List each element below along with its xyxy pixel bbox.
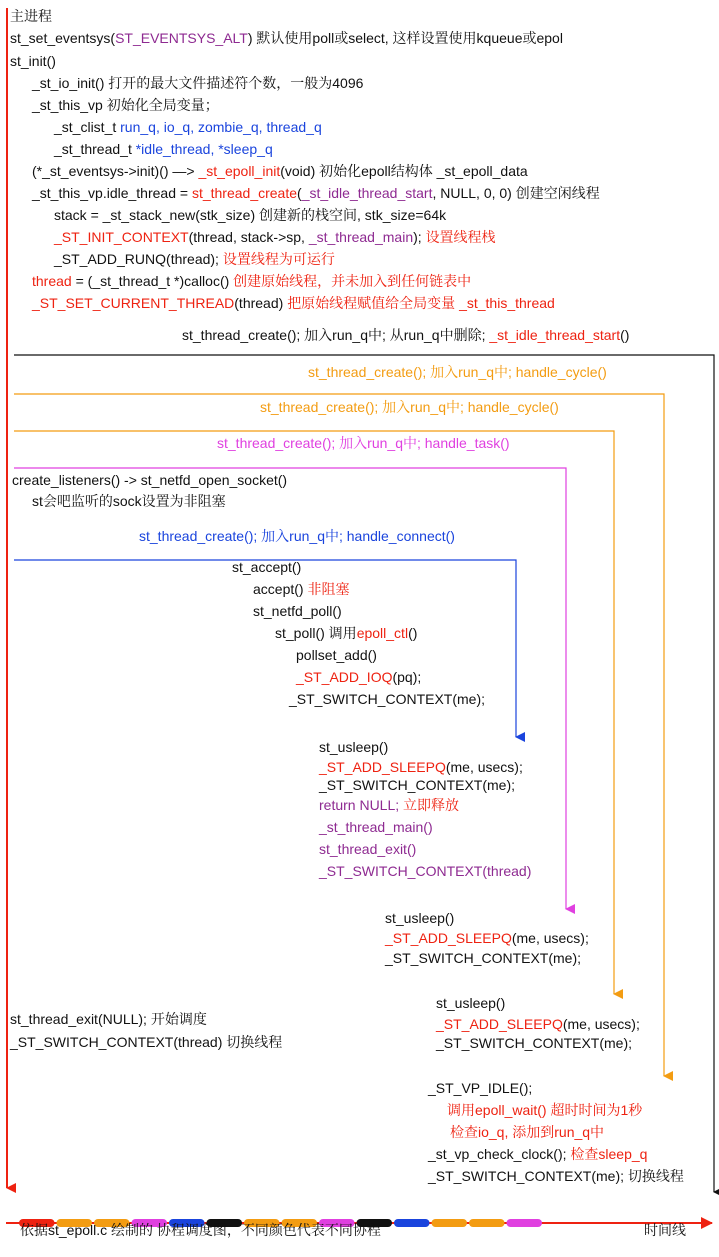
code-line: [428, 1079, 532, 1097]
code-segment: st_thread_exit(NULL); 开始调度: [10, 1011, 207, 1027]
code-segment: _st_thread_t: [54, 141, 136, 157]
code-segment: _ST_SWITCH_CONTEXT(me);: [289, 691, 486, 707]
code-line: [319, 738, 388, 756]
code-line: [436, 994, 505, 1012]
code-segment: _st_this_vp.idle_thread =: [32, 185, 192, 201]
code-segment: st_usleep(): [385, 910, 455, 926]
code-line: [319, 862, 531, 880]
code-line: [20, 1221, 381, 1239]
code-line: [32, 74, 363, 92]
code-segment: _ST_SWITCH_CONTEXT(me);: [385, 950, 582, 966]
code-line: [139, 527, 455, 545]
code-segment: return NULL;: [319, 797, 404, 813]
code-segment: st_thread_exit(): [319, 841, 417, 857]
timeline-segment-orange: [469, 1219, 505, 1227]
code-segment: st_thread_create(); 加入run_q中; handle_cycle(): [260, 399, 559, 415]
code-line: [54, 118, 322, 136]
code-segment: create_listeners() -> st_netfd_open_socket(): [12, 472, 288, 488]
code-segment: 创建原始线程，并未加入到任何链表中: [233, 273, 472, 289]
code-segment: st_thread_create: [191, 185, 298, 201]
code-segment: _st_clist_t: [54, 119, 121, 135]
code-line: [319, 840, 416, 858]
code-segment: _ST_ADD_SLEEPQ: [436, 1016, 563, 1032]
code-segment: );: [413, 229, 426, 245]
code-line: [289, 690, 485, 708]
code-segment: st_thread_create(); 加入run_q中; handle_connect(): [139, 528, 455, 544]
code-line: [32, 162, 528, 180]
code-segment: ) 默认使用poll或select, 这样设置使用kqueue或epol: [247, 30, 563, 46]
code-line: [232, 558, 301, 576]
code-segment: 把原始线程赋值给全局变量 _st_this_thread: [287, 295, 555, 311]
code-segment: 立即释放: [403, 797, 460, 813]
code-line: [385, 909, 454, 927]
code-segment: st_poll() 调用: [275, 625, 357, 641]
code-segment: st会吧监听的sock设置为非阻塞: [32, 493, 226, 509]
code-line: [32, 184, 600, 202]
code-segment: _st_this_vp 初始化全局变量；: [32, 97, 219, 113]
code-segment: 时间线: [644, 1222, 686, 1238]
timeline-segment-magenta: [507, 1219, 543, 1227]
code-line: [54, 140, 273, 158]
code-line: [54, 250, 335, 268]
code-segment: (me, usecs);: [562, 1016, 640, 1032]
code-segment: st_thread_create(); 加入run_q中; 从run_q中删除;: [182, 327, 490, 343]
code-segment: 检查sleep_q: [570, 1146, 648, 1162]
code-segment: ST_EVENTSYS_ALT: [115, 30, 248, 46]
cycle-thread-2-line: [14, 431, 614, 994]
code-segment: (): [620, 327, 630, 343]
code-segment: _ST_ADD_IOQ: [296, 669, 393, 685]
code-segment: _ST_SET_CURRENT_THREAD: [32, 295, 235, 311]
code-segment: _ST_SWITCH_CONTEXT(me);: [319, 777, 516, 793]
code-line: [12, 471, 287, 489]
code-line: [253, 602, 342, 620]
code-line: [10, 1033, 282, 1051]
code-segment: _ST_INIT_CONTEXT: [54, 229, 189, 245]
code-segment: *idle_thread, *sleep_q: [135, 141, 273, 157]
code-line: [385, 929, 589, 947]
code-line: [308, 363, 607, 381]
code-segment: _ST_SWITCH_CONTEXT(me);: [436, 1035, 633, 1051]
code-segment: (*_st_eventsys->init)() —>: [32, 163, 199, 179]
code-segment: st_thread_create(); 加入run_q中; handle_task(): [217, 435, 510, 451]
code-segment: (): [408, 625, 418, 641]
code-line: [217, 434, 510, 452]
code-segment: st_set_eventsys(: [10, 30, 116, 46]
code-line: [319, 818, 433, 836]
code-line: [428, 1145, 647, 1163]
code-line: [319, 796, 459, 814]
code-segment: _ST_SWITCH_CONTEXT(me); 切换线程: [428, 1168, 684, 1184]
code-segment: thread: [32, 273, 72, 289]
code-segment: 调用epoll_wait() 超时时间为1秒: [447, 1102, 643, 1118]
code-segment: (: [297, 185, 302, 201]
code-line: [32, 272, 471, 290]
code-line: [182, 326, 629, 344]
code-line: [436, 1034, 632, 1052]
code-segment: _ST_SWITCH_CONTEXT(thread): [319, 863, 532, 879]
code-line: [10, 7, 52, 25]
code-segment: st_init(): [10, 53, 56, 69]
code-line: [253, 580, 349, 598]
code-segment: (me, usecs);: [445, 759, 523, 775]
code-segment: 依据st_epoll.c 绘制的 协程调度图，不同颜色代表不同协程: [20, 1222, 381, 1238]
code-line: [450, 1123, 604, 1141]
code-segment: accept(): [253, 581, 308, 597]
code-segment: 非阻塞: [307, 581, 350, 597]
code-line: [54, 206, 446, 224]
code-segment: (thread, stack->sp,: [188, 229, 309, 245]
code-line: [32, 96, 219, 114]
code-line: [32, 294, 555, 312]
code-segment: 设置线程栈: [425, 229, 496, 245]
code-segment: _st_thread_main: [308, 229, 414, 245]
code-segment: = (_st_thread_t *)calloc(): [71, 273, 234, 289]
code-segment: _ST_ADD_SLEEPQ: [385, 930, 512, 946]
code-line: [275, 624, 417, 642]
code-segment: st_thread_create(); 加入run_q中; handle_cycle(): [308, 364, 607, 380]
code-segment: _st_idle_thread_start: [489, 327, 621, 343]
code-segment: _st_idle_thread_start: [301, 185, 433, 201]
code-line: [447, 1101, 642, 1119]
code-segment: (pq);: [392, 669, 422, 685]
code-line: [32, 492, 226, 510]
code-line: [385, 949, 581, 967]
code-segment: st_accept(): [232, 559, 302, 575]
code-segment: _ST_SWITCH_CONTEXT(thread) 切换线程: [10, 1034, 283, 1050]
code-line: [10, 29, 563, 47]
code-segment: , NULL, 0, 0) 创建空闲线程: [432, 185, 600, 201]
code-line: [10, 1010, 207, 1028]
code-line: [10, 52, 56, 70]
code-segment: epoll_ctl: [356, 625, 409, 641]
code-line: [54, 228, 496, 246]
code-line: [296, 646, 377, 664]
code-segment: _st_io_init() 打开的最大文件描述符个数，一般为4096: [32, 75, 364, 91]
code-segment: (thread): [234, 295, 288, 311]
code-line: [260, 398, 559, 416]
code-segment: _st_epoll_init: [198, 163, 281, 179]
code-segment: run_q, io_q, zombie_q, thread_q: [120, 119, 322, 135]
code-segment: _st_vp_check_clock();: [428, 1146, 571, 1162]
code-segment: (me, usecs);: [511, 930, 589, 946]
code-segment: st_usleep(): [319, 739, 389, 755]
code-line: [644, 1221, 686, 1239]
code-segment: st_netfd_poll(): [253, 603, 342, 619]
code-segment: _ST_ADD_SLEEPQ: [319, 759, 446, 775]
code-segment: 检查io_q, 添加到run_q中: [450, 1124, 605, 1140]
code-segment: _ST_VP_IDLE();: [428, 1080, 533, 1096]
code-line: [428, 1167, 684, 1185]
code-segment: pollset_add(): [296, 647, 377, 663]
code-segment: _st_thread_main(): [319, 819, 433, 835]
code-line: [436, 1015, 640, 1033]
code-segment: (void) 初始化epoll结构体 _st_epoll_data: [280, 163, 528, 179]
code-segment: stack = _st_stack_new(stk_size) 创建新的栈空间, stk_size=64k: [54, 207, 447, 223]
code-line: [296, 668, 421, 686]
code-line: [319, 776, 515, 794]
code-segment: 主进程: [10, 8, 52, 24]
code-segment: st_usleep(): [436, 995, 506, 1011]
code-segment: 设置线程为可运行: [222, 251, 335, 267]
timeline-segment-blue: [394, 1219, 430, 1227]
code-line: [319, 758, 523, 776]
timeline-segment-orange: [432, 1219, 468, 1227]
code-segment: _ST_ADD_RUNQ(thread);: [54, 251, 223, 267]
